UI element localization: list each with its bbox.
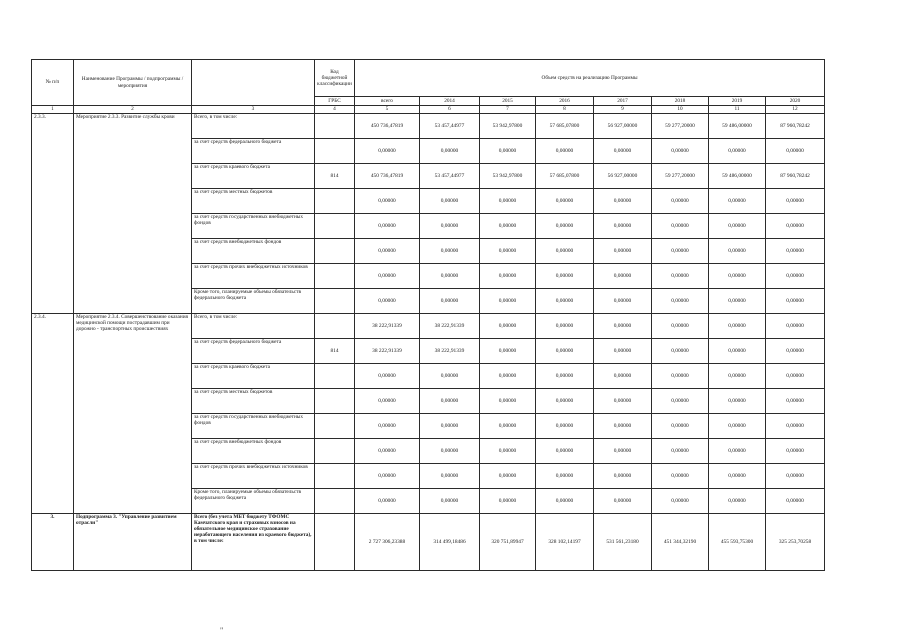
amount-cell: 0,00000: [594, 289, 652, 314]
amount-cell: 0,00000: [355, 414, 420, 439]
amount-cell: 0,00000: [766, 339, 825, 364]
grbs-code: [315, 239, 355, 264]
amount-cell: 451 344,32190: [652, 514, 709, 571]
grbs-code: [315, 264, 355, 289]
header-col-2020: 2020: [766, 97, 825, 106]
amount-cell: 53 457,44977: [420, 114, 480, 139]
section-name: Мероприятие 2.3.4. Совершенствование оказания медицинской помощи пострадавшим при дорожно - транспортных происшествиях: [74, 314, 192, 514]
amount-cell: 0,00000: [480, 189, 536, 214]
program-funding-table: [31, 59, 825, 571]
amount-cell: 0,00000: [766, 264, 825, 289]
amount-cell: 0,00000: [766, 289, 825, 314]
grbs-code: [315, 389, 355, 414]
amount-cell: 0,00000: [536, 264, 594, 289]
header-num: № п/п: [32, 60, 74, 106]
amount-cell: 0,00000: [355, 214, 420, 239]
grbs-code: [315, 114, 355, 139]
grbs-code: 814: [315, 339, 355, 364]
amount-cell: 59 277,20000: [652, 164, 709, 189]
col-number: 2: [74, 106, 192, 114]
amount-cell: 450 736,47819: [355, 114, 420, 139]
amount-cell: 56 927,00000: [594, 114, 652, 139]
col-number: 8: [536, 106, 594, 114]
col-number: 5: [355, 106, 420, 114]
header-name: Наименование Программы / подпрограммы / мероприятия: [74, 60, 192, 106]
amount-cell: 0,00000: [652, 364, 709, 389]
amount-cell: 0,00000: [594, 264, 652, 289]
amount-cell: 0,00000: [480, 489, 536, 514]
grbs-code: [315, 489, 355, 514]
amount-cell: 0,00000: [355, 439, 420, 464]
amount-cell: 0,00000: [766, 414, 825, 439]
amount-cell: 0,00000: [355, 489, 420, 514]
table-row: [32, 314, 825, 339]
amount-cell: 0,00000: [355, 139, 420, 164]
amount-cell: 0,00000: [480, 439, 536, 464]
header-code: Код бюджетной классификации: [315, 60, 355, 97]
subprogram-number: 3.: [32, 514, 74, 571]
header-col-2015: 2015: [480, 97, 536, 106]
grbs-code: [315, 289, 355, 314]
subprogram-row: [32, 514, 825, 571]
amount-cell: 0,00000: [480, 339, 536, 364]
amount-cell: 59 486,00000: [709, 114, 766, 139]
amount-cell: 57 685,07800: [536, 164, 594, 189]
amount-cell: 38 222,91339: [355, 339, 420, 364]
amount-cell: 0,00000: [355, 289, 420, 314]
amount-cell: 0,00000: [536, 314, 594, 339]
amount-cell: 0,00000: [709, 389, 766, 414]
funding-source: за счет средств прочих внебюджетных источников: [192, 464, 315, 489]
amount-cell: 53 457,44977: [420, 164, 480, 189]
amount-cell: 38 222,91339: [420, 339, 480, 364]
grbs-code: [315, 189, 355, 214]
amount-cell: 450 736,47819: [355, 164, 420, 189]
amount-cell: 0,00000: [420, 464, 480, 489]
amount-cell: 0,00000: [420, 489, 480, 514]
subprogram-name: Подпрограмма 3. "Управление развитием отрасли": [74, 514, 192, 571]
amount-cell: 0,00000: [536, 214, 594, 239]
amount-cell: 0,00000: [536, 414, 594, 439]
header-col-2016: 2016: [536, 97, 594, 106]
amount-cell: 0,00000: [355, 364, 420, 389]
funding-source: Всего, в том числе:: [192, 114, 315, 139]
header-col-2018: 2018: [652, 97, 709, 106]
amount-cell: 0,00000: [480, 289, 536, 314]
amount-cell: 0,00000: [652, 139, 709, 164]
header-funding: Объем средств на реализацию Программы: [355, 60, 825, 97]
amount-cell: 0,00000: [709, 339, 766, 364]
amount-cell: 0,00000: [766, 189, 825, 214]
amount-cell: 0,00000: [652, 239, 709, 264]
amount-cell: 0,00000: [536, 339, 594, 364]
amount-cell: 0,00000: [536, 239, 594, 264]
amount-cell: 0,00000: [536, 189, 594, 214]
amount-cell: 0,00000: [480, 364, 536, 389]
col-number: 1: [32, 106, 74, 114]
amount-cell: 59 277,20000: [652, 114, 709, 139]
amount-cell: 0,00000: [594, 489, 652, 514]
funding-source: за счет средств местных бюджетов: [192, 389, 315, 414]
page-mark: ": [220, 626, 224, 635]
funding-source: за счет средств внебюджетных фондов: [192, 239, 315, 264]
col-number: 3: [192, 106, 315, 114]
column-number-row: [32, 106, 825, 114]
amount-cell: 53 942,97800: [480, 114, 536, 139]
section-name: Мероприятие 2.3.3. Развитие службы крови: [74, 114, 192, 314]
funding-source: Кроме того, планируемые объемы обязательств федерального бюджета: [192, 289, 315, 314]
section-number: 2.3.4.: [32, 314, 74, 514]
header-col-total: всего: [355, 97, 420, 106]
amount-cell: 0,00000: [594, 214, 652, 239]
amount-cell: 0,00000: [355, 239, 420, 264]
amount-cell: 0,00000: [766, 364, 825, 389]
funding-source: за счет средств краевого бюджета: [192, 364, 315, 389]
funding-source: за счет средств федерального бюджета: [192, 339, 315, 364]
amount-cell: 328 102,14197: [536, 514, 594, 571]
amount-cell: 0,00000: [480, 314, 536, 339]
amount-cell: 0,00000: [536, 289, 594, 314]
amount-cell: 0,00000: [766, 489, 825, 514]
amount-cell: 87 960,78242: [766, 114, 825, 139]
funding-source: за счет средств государственных внебюджетных фондов: [192, 414, 315, 439]
amount-cell: 0,00000: [652, 339, 709, 364]
col-number: 12: [766, 106, 825, 114]
funding-source: за счет средств прочих внебюджетных источников: [192, 264, 315, 289]
amount-cell: 0,00000: [536, 389, 594, 414]
grbs-code: [315, 514, 355, 571]
amount-cell: 0,00000: [766, 464, 825, 489]
amount-cell: 0,00000: [355, 264, 420, 289]
amount-cell: 0,00000: [480, 464, 536, 489]
funding-source: за счет средств федерального бюджета: [192, 139, 315, 164]
col-number: 9: [594, 106, 652, 114]
grbs-code: [315, 139, 355, 164]
amount-cell: 0,00000: [652, 464, 709, 489]
amount-cell: 0,00000: [709, 139, 766, 164]
funding-source: Кроме того, планируемые объемы обязательств федерального бюджета: [192, 489, 315, 514]
amount-cell: 0,00000: [355, 189, 420, 214]
amount-cell: 0,00000: [652, 389, 709, 414]
amount-cell: 0,00000: [594, 364, 652, 389]
amount-cell: 0,00000: [766, 439, 825, 464]
amount-cell: 0,00000: [420, 189, 480, 214]
amount-cell: 0,00000: [652, 439, 709, 464]
amount-cell: 0,00000: [420, 239, 480, 264]
amount-cell: 0,00000: [594, 239, 652, 264]
amount-cell: 0,00000: [594, 339, 652, 364]
amount-cell: 0,00000: [536, 139, 594, 164]
header-col-2014: 2014: [420, 97, 480, 106]
amount-cell: 0,00000: [652, 264, 709, 289]
amount-cell: 314 499,18486: [420, 514, 480, 571]
funding-source: за счет средств внебюджетных фондов: [192, 439, 315, 464]
funding-source: за счет средств краевого бюджета: [192, 164, 315, 189]
amount-cell: 0,00000: [480, 214, 536, 239]
amount-cell: 0,00000: [355, 389, 420, 414]
amount-cell: 0,00000: [594, 189, 652, 214]
amount-cell: 0,00000: [594, 389, 652, 414]
amount-cell: 0,00000: [709, 264, 766, 289]
amount-cell: 531 561,23180: [594, 514, 652, 571]
col-number: 11: [709, 106, 766, 114]
amount-cell: 0,00000: [709, 439, 766, 464]
amount-cell: 455 593,75300: [709, 514, 766, 571]
col-number: 4: [315, 106, 355, 114]
table-row: [32, 114, 825, 139]
amount-cell: 0,00000: [420, 214, 480, 239]
amount-cell: 0,00000: [594, 414, 652, 439]
amount-cell: 0,00000: [709, 214, 766, 239]
amount-cell: 0,00000: [594, 464, 652, 489]
amount-cell: 0,00000: [709, 364, 766, 389]
header-col-2017: 2017: [594, 97, 652, 106]
header-blank: [192, 60, 315, 106]
amount-cell: 0,00000: [766, 214, 825, 239]
amount-cell: 0,00000: [766, 239, 825, 264]
amount-cell: 57 685,07800: [536, 114, 594, 139]
amount-cell: 0,00000: [480, 264, 536, 289]
amount-cell: 0,00000: [594, 439, 652, 464]
amount-cell: 0,00000: [709, 414, 766, 439]
amount-cell: 0,00000: [709, 489, 766, 514]
header-row: [32, 60, 825, 97]
amount-cell: 0,00000: [709, 464, 766, 489]
amount-cell: 0,00000: [420, 439, 480, 464]
header-col-2019: 2019: [709, 97, 766, 106]
amount-cell: 325 253,70258: [766, 514, 825, 571]
grbs-code: 814: [315, 164, 355, 189]
amount-cell: 56 927,00000: [594, 164, 652, 189]
amount-cell: 0,00000: [355, 464, 420, 489]
amount-cell: 0,00000: [594, 314, 652, 339]
section-number: 2.3.3.: [32, 114, 74, 314]
grbs-code: [315, 414, 355, 439]
amount-cell: 0,00000: [536, 489, 594, 514]
amount-cell: 0,00000: [536, 364, 594, 389]
amount-cell: 0,00000: [766, 314, 825, 339]
amount-cell: 0,00000: [480, 139, 536, 164]
amount-cell: 0,00000: [420, 364, 480, 389]
grbs-code: [315, 314, 355, 339]
grbs-code: [315, 214, 355, 239]
funding-source: за счет средств местных бюджетов: [192, 189, 315, 214]
amount-cell: 53 942,97800: [480, 164, 536, 189]
funding-source: за счет средств государственных внебюджетных фондов: [192, 214, 315, 239]
grbs-code: [315, 439, 355, 464]
amount-cell: 0,00000: [709, 239, 766, 264]
amount-cell: 38 222,91339: [420, 314, 480, 339]
amount-cell: 0,00000: [652, 189, 709, 214]
amount-cell: 0,00000: [420, 139, 480, 164]
amount-cell: 0,00000: [480, 414, 536, 439]
amount-cell: 0,00000: [652, 289, 709, 314]
amount-cell: 0,00000: [709, 189, 766, 214]
col-number: 7: [480, 106, 536, 114]
amount-cell: 0,00000: [536, 439, 594, 464]
header-grbs: ГРБС: [315, 97, 355, 106]
amount-cell: 87 960,78242: [766, 164, 825, 189]
amount-cell: 0,00000: [594, 139, 652, 164]
funding-source: Всего, в том числе:: [192, 314, 315, 339]
amount-cell: 0,00000: [709, 314, 766, 339]
col-number: 10: [652, 106, 709, 114]
amount-cell: 38 222,91339: [355, 314, 420, 339]
amount-cell: 0,00000: [652, 314, 709, 339]
amount-cell: 0,00000: [766, 139, 825, 164]
amount-cell: 0,00000: [420, 264, 480, 289]
amount-cell: 2 727 306,23388: [355, 514, 420, 571]
amount-cell: 0,00000: [536, 464, 594, 489]
amount-cell: 0,00000: [652, 214, 709, 239]
grbs-code: [315, 464, 355, 489]
amount-cell: 0,00000: [480, 389, 536, 414]
grbs-code: [315, 364, 355, 389]
amount-cell: 0,00000: [652, 414, 709, 439]
subprogram-source: Всего (без учета МБТ бюджету ТФОМС Камчатского края и страховых взносов на обязательное медицинское страхование неработающего населения из краевого бюджета), в том числе:: [192, 514, 315, 571]
amount-cell: 0,00000: [420, 389, 480, 414]
amount-cell: 0,00000: [709, 289, 766, 314]
amount-cell: 59 486,00000: [709, 164, 766, 189]
amount-cell: 0,00000: [420, 414, 480, 439]
col-number: 6: [420, 106, 480, 114]
amount-cell: 0,00000: [480, 239, 536, 264]
amount-cell: 320 751,89947: [480, 514, 536, 571]
amount-cell: 0,00000: [652, 489, 709, 514]
amount-cell: 0,00000: [420, 289, 480, 314]
amount-cell: 0,00000: [766, 389, 825, 414]
